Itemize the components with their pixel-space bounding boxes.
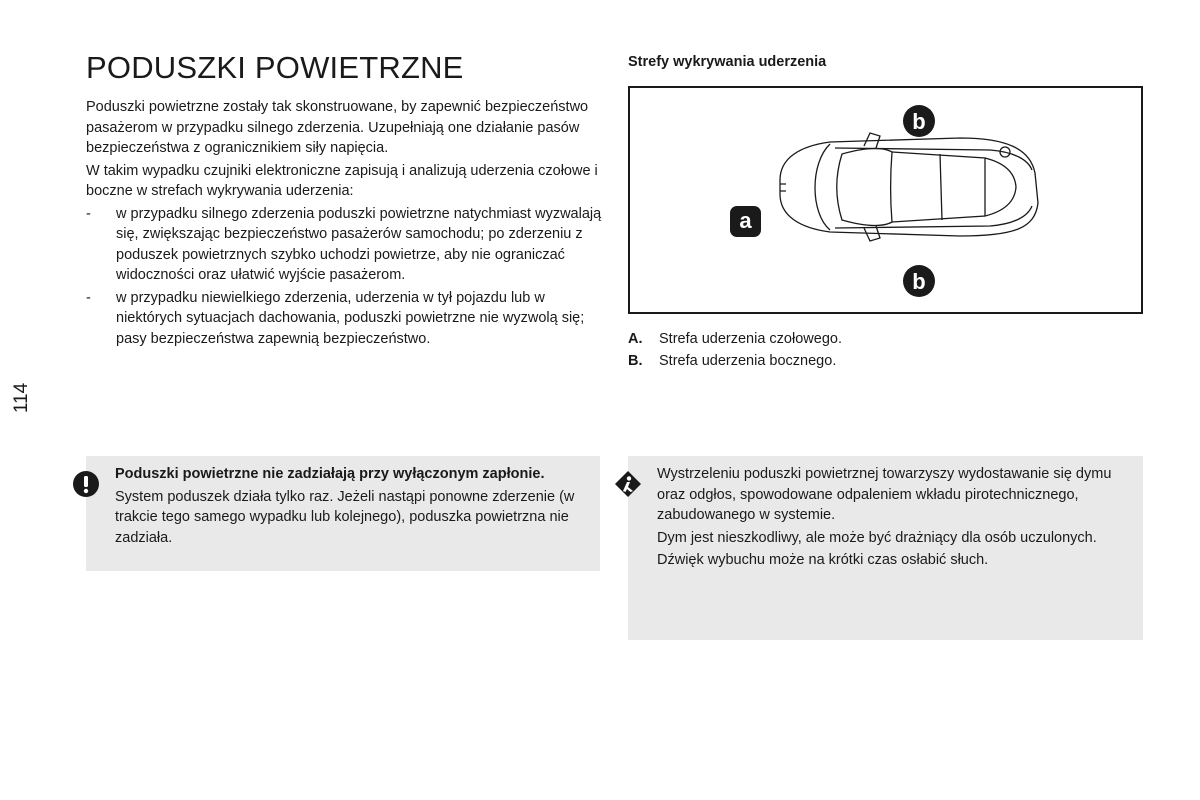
info-icon xyxy=(614,470,642,498)
car-outline xyxy=(780,133,1038,241)
car-top-view-illustration xyxy=(630,88,1141,312)
marker-a-label: a xyxy=(739,208,752,233)
marker-b-label: b xyxy=(912,109,926,134)
list-item xyxy=(86,204,606,286)
bullet-list xyxy=(86,204,606,350)
legend-text: Strefa uderzenia czołowego. xyxy=(659,331,842,347)
legend-key: A. xyxy=(628,331,643,347)
legend-key: B. xyxy=(628,353,643,369)
intro-paragraph: Poduszki powietrzne zostały tak skonstruowane, by zapewnić bezpieczeństwo pasażerom w przypadku silnego zderzenia. Uzupełniają one działanie pasów bezpieczeństwa z ogranicznikiem siły napięcia. xyxy=(86,99,589,156)
page-title: PODUSZKI POWIETRZNE xyxy=(86,50,464,85)
marker-b-label: b xyxy=(912,269,926,294)
info-note xyxy=(628,456,1143,640)
warning-note-body: System poduszek działa tylko raz. Jeżeli nastąpi ponowne zderzenie (w trakcie tego samego wypadku lub kolejnego), poduszka powietrzna nie zadziała. xyxy=(115,488,575,546)
warning-note-text xyxy=(115,464,595,550)
bullet-marker: - xyxy=(86,289,91,306)
bullet-text: w przypadku niewielkiego zderzenia, uderzenia w tył pojazdu lub w niektórych sytuacjach dachowania, poduszki powietrzne nie wyzwolą się; pasy bezpieczeństwa zapewnią bezpieczeństwo. xyxy=(116,289,585,347)
info-note-text xyxy=(657,464,1127,573)
marker-a-group xyxy=(730,206,761,237)
info-note-paragraph: Wystrzeleniu poduszki powietrznej towarzyszy wydostawanie się dymu oraz odgłos, spowodowane odpaleniem wkładu pirotechnicznego, zabudowanego w systemie. xyxy=(657,466,1112,523)
intro-section xyxy=(86,97,606,351)
intro-paragraph: W takim wypadku czujniki elektroniczne zapisują i analizują uderzenia czołowe i boczne w strefach wykrywania uderzenia: xyxy=(86,162,598,199)
info-note-paragraph: Dym jest nieszkodliwy, ale może być drażniący dla osób uczulonych. xyxy=(657,529,1097,546)
legend-item xyxy=(628,350,842,372)
bullet-text: w przypadku silnego zderzenia poduszki powietrzne natychmiast wyzwalają się, zwiększając bezpieczeństwo pasażerów samochodu; po zderzeniu z poduszek powietrznych szybko uchodzi powietrze, aby nie ograniczać widoczności oraz ułatwić wyjście pasażerom. xyxy=(116,205,602,283)
marker-b-bottom-group xyxy=(903,265,935,297)
page-number: 114 xyxy=(11,382,32,414)
warning-note-title: Poduszki powietrzne nie zadziałają przy wyłączonym zapłonie. xyxy=(115,466,545,482)
marker-b-top-group xyxy=(903,105,935,137)
list-item xyxy=(86,288,606,350)
legend-text: Strefa uderzenia bocznego. xyxy=(659,353,837,369)
figure-legend xyxy=(628,328,842,372)
figure-heading: Strefy wykrywania uderzenia xyxy=(628,54,827,70)
legend-item xyxy=(628,328,842,350)
info-note-paragraph: Dźwięk wybuchu może na krótki czas osłabić słuch. xyxy=(657,552,989,568)
exclamation-icon xyxy=(72,470,100,498)
impact-zones-figure xyxy=(628,86,1143,314)
warning-note xyxy=(86,456,600,571)
bullet-marker: - xyxy=(86,205,91,222)
